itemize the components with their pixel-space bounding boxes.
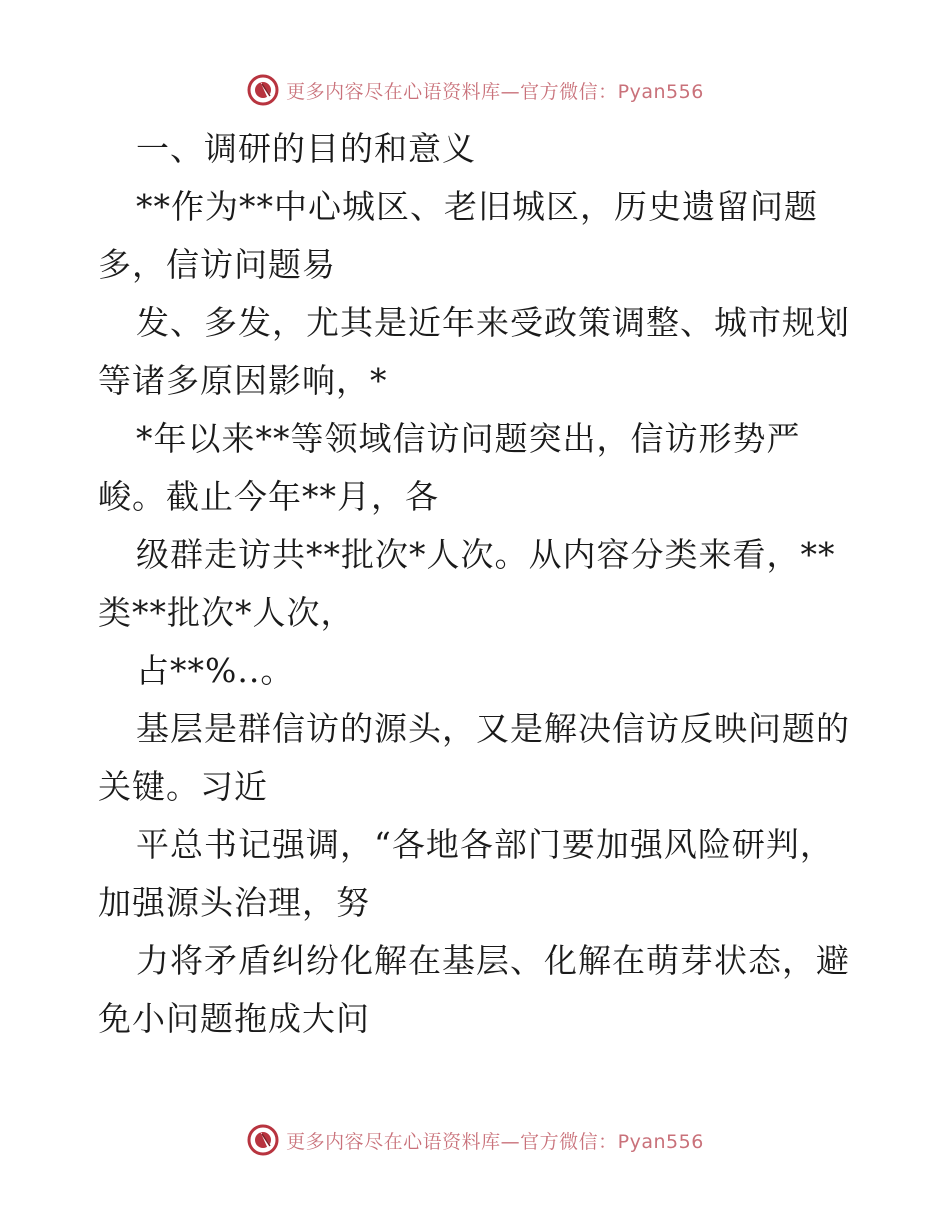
text-line: 峻。截止今年**月，各 (98, 477, 439, 516)
text-line: 多，信访问题易 (98, 245, 336, 284)
footer-watermark (0, 1120, 950, 1160)
seal-logo-icon (246, 1123, 280, 1157)
text-line: 类**批次*人次， (98, 593, 355, 632)
text-line: 力将矛盾纠纷化解在基层、化解在萌芽状态，避 (136, 941, 850, 980)
text-line: 免小问题拖成大问 (98, 999, 370, 1038)
document-body (98, 120, 858, 1048)
text-line: **作为**中心城区、老旧城区，历史遗留问题 (136, 187, 818, 226)
text-line: 基层是群信访的源头，又是解决信访反映问题的 (136, 709, 850, 748)
header-watermark (0, 70, 950, 110)
text-line: 一、调研的目的和意义 (136, 129, 476, 168)
text-line: 级群走访共**批次*人次。从内容分类来看，** (136, 535, 836, 574)
text-line: 平总书记强调，“各地各部门要加强风险研判， (136, 825, 834, 864)
text-line: 发、多发，尤其是近年来受政策调整、城市规划 (136, 303, 850, 342)
watermark-text: 更多内容尽在心语资料库—官方微信：Pyan556 (286, 80, 704, 103)
text-line: *年以来**等领域信访问题突出，信访形势严 (136, 419, 801, 458)
watermark-text: 更多内容尽在心语资料库—官方微信：Pyan556 (286, 1130, 704, 1153)
text-line: 加强源头治理，努 (98, 883, 370, 922)
text-line: 等诸多原因影响，* (98, 361, 388, 400)
text-line: 关键。习近 (98, 767, 268, 806)
text-line: 占**%..。 (136, 651, 295, 690)
seal-logo-icon (246, 73, 280, 107)
